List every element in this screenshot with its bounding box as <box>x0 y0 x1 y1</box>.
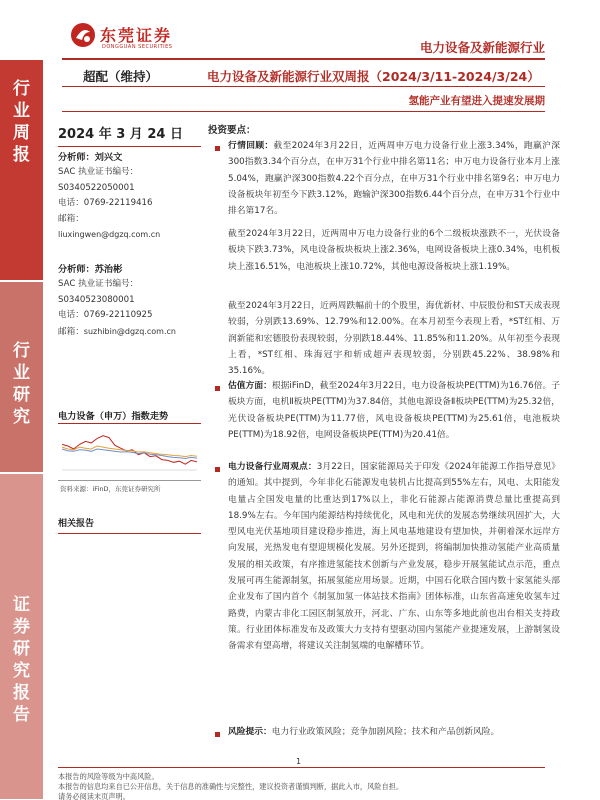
analyst-cert-label: SAC 执业证书编号： <box>58 279 139 290</box>
subtitle-divider <box>62 111 545 112</box>
bullet-icon <box>215 146 220 151</box>
analyst-card <box>58 262 193 340</box>
valuation-paragraph <box>228 378 560 443</box>
paragraph-text: 电力行业政策风险；竞争加剧风险；技术和产品创新风险。 <box>271 727 500 737</box>
paragraph-lead: 风险提示： <box>228 727 272 737</box>
header-divider <box>62 58 545 60</box>
chart-title-divider <box>58 423 201 424</box>
paragraph-text: 根据iFinD，截至2024年3月22日，电力设备板块PE(TTM)为16.76倍。子板块方面，电机Ⅱ板块PE(TTM)为37.84倍，其他电源设备Ⅱ板块PE(TTM)为25.32倍，光伏设备板块PE(TTM)为11.77倍，风电设备板块PE(TTM)为25.61倍，电池板块PE(TTM)为18.92倍，电网设备板块PE(TTM)为20.41倍。 <box>228 381 560 440</box>
paragraph-lead: 估值方面： <box>228 381 272 391</box>
analyst-email[interactable]: suzhibin@dgzq.com.cn <box>83 326 176 336</box>
footer-risk-level: 本报告的风险等级为中高风险。 <box>58 772 159 781</box>
related-divider <box>58 533 201 534</box>
page-number: 1 <box>296 757 302 766</box>
related-reports-heading: 相关报告 <box>58 519 95 529</box>
footer-divider <box>58 767 545 768</box>
analyst-phone: 电话：0769-22110925 <box>58 310 153 321</box>
analyst-email-label: 邮箱： <box>58 326 84 337</box>
analyst-phone: 电话：0769-22119416 <box>58 198 153 209</box>
footer-disclaimer: 本报告的信息均来自已公开信息，关于信息的准确性与完整性，建议投资者谨慎判断，据此入市，风险自担。 <box>58 782 404 791</box>
index-trend-chart <box>58 426 201 476</box>
sidebar-band-report-type <box>0 60 43 280</box>
chart-title: 电力设备（申万）指数走势 <box>58 411 169 422</box>
band-label: 证券研究报告 <box>13 595 30 725</box>
band-label: 行业研究 <box>13 341 30 427</box>
paragraph-text: 截至2024年3月22日，近两周申万电力设备行业上涨3.34%，跑赢沪深300指数3.34个百分点，在申万31个行业中排名第11名；申万电力设备行业本月上涨5.04%，跑赢沪深300指数4.22个百分点，在申万31个行业中排名第9名；申万电力设备板块年初至今下跌3.12%，跑输沪深300指数6.44个百分点，在申万31个行业中排名第17名。 <box>228 141 561 217</box>
bullet-icon <box>215 467 220 472</box>
footer-notice: 请务必阅读末页声明。 <box>58 792 130 800</box>
analyst-email-row <box>58 324 193 340</box>
report-subtitle: 氢能产业有望进入提速发展期 <box>408 95 545 107</box>
logo-mark-icon <box>70 22 96 48</box>
analyst-name: 分析师：苏治彬 <box>58 264 123 275</box>
analyst-email-label: 邮箱： <box>58 213 84 224</box>
stock-performance-paragraph <box>228 298 560 379</box>
report-date: 2024 年 3 月 24 日 <box>58 127 183 142</box>
paragraph-text: 截至2024年3月22日，近两周跌幅前十的个股里，海优新材、中辰股份和ST天成表现较弱，分别跌13.69%、12.79%和12.00%。在本月初至今表现上看，*ST红相、万润新能和宏德股份表现较弱，分别跌18.44%、11.85%和11.20%。从年初至今表现上看，*ST红相、珠海冠宇和斩成超声表现较弱，分别跌45.22%、38.98%和35.16%。 <box>228 301 560 377</box>
sidebar-band-securities <box>0 474 43 799</box>
analyst-cert: S0340523080001 <box>58 294 135 305</box>
logo-text: 东莞证券 <box>100 26 173 45</box>
paragraph-lead: 行情回顾： <box>228 141 274 151</box>
market-review-paragraph <box>228 138 560 219</box>
header-industry: 电力设备及新能源行业 <box>419 40 545 55</box>
chart-bottom-divider <box>58 480 201 481</box>
bullet-icon <box>215 386 220 391</box>
weekly-view-paragraph <box>228 459 560 655</box>
chart-series-line <box>62 446 197 457</box>
title-divider <box>62 86 545 87</box>
analyst-cert-label: SAC 执业证书编号： <box>58 167 139 178</box>
rating: 超配（维持） <box>83 69 159 84</box>
risk-paragraph <box>228 724 560 740</box>
paragraph-lead: 电力设备行业周观点： <box>228 462 317 472</box>
analyst-email[interactable]: liuxingwen@dgzq.com.cn <box>58 230 161 240</box>
analyst-name: 分析师：刘兴文 <box>58 152 123 163</box>
report-title: 电力设备及新能源行业双周报（2024/3/11-2024/3/24） <box>207 69 540 84</box>
logo-subtext: DONGGUAN SECURITIES <box>102 44 173 50</box>
subsector-paragraph <box>228 226 560 275</box>
paragraph-text: 截至2024年3月22日，近两周申万电力设备行业的6个二级板块涨跌不一，光伏设备板块下跌3.73%，风电设备板块板块上涨2.36%，电网设备板块上涨0.34%，电机板块上涨16.51%，电池板块上涨10.72%，其他电源设备板块上涨1.19%。 <box>228 229 560 272</box>
bullet-icon <box>215 732 220 737</box>
analyst-card <box>58 150 193 242</box>
date-divider <box>58 146 201 147</box>
company-logo <box>70 20 180 54</box>
investment-points-heading: 投资要点： <box>208 125 256 136</box>
paragraph-text: 3月22日，国家能源局关于印发《2024年能源工作指导意见》的通知。其中提到，今年非化石能源发电装机占比提高到55%左右，风电、太阳能发电量占全国发电量的比重达到17%以上，非化石能源占能源消费总量比重提高到18.9%左右。今年国内能源结构持续优化，风电和光伏的发展态势继续巩固扩大，大型风电光伏基地项目建设稳步推进，海上风电基地建设有望加快，并朝着深水远岸方向发展，光热发电有望迎规模化发展。另外还提到，将编制加快推动氢能产业高质量发展的相关政策，有序推进氢能技术创新与产业发展，稳步开展氢能试点示范，重点发展可再生能源制氢，拓展氢能应用场景。近期，中国石化联合国内数十家氢能头部企业发布了国内首个《制氢加氢一体站技术指南》团体标准，山东省高速免收氢车过路费，内蒙古非化工园区制氢放开，河北、广东、山东等多地此前也出台相关支持政策。行业团体标准发布及政策大力支持有望驱动国内氢能产业提速发展，上游制氢设备需求有望高增，将建议关注制氢端的电解槽环节。 <box>228 462 561 652</box>
sidebar-band-research <box>0 282 43 472</box>
band-label: 行业周报 <box>13 79 30 165</box>
analyst-cert: S0340522050001 <box>58 182 135 193</box>
chart-source: 资料来源：iFinD，东莞证券研究所 <box>60 485 161 493</box>
